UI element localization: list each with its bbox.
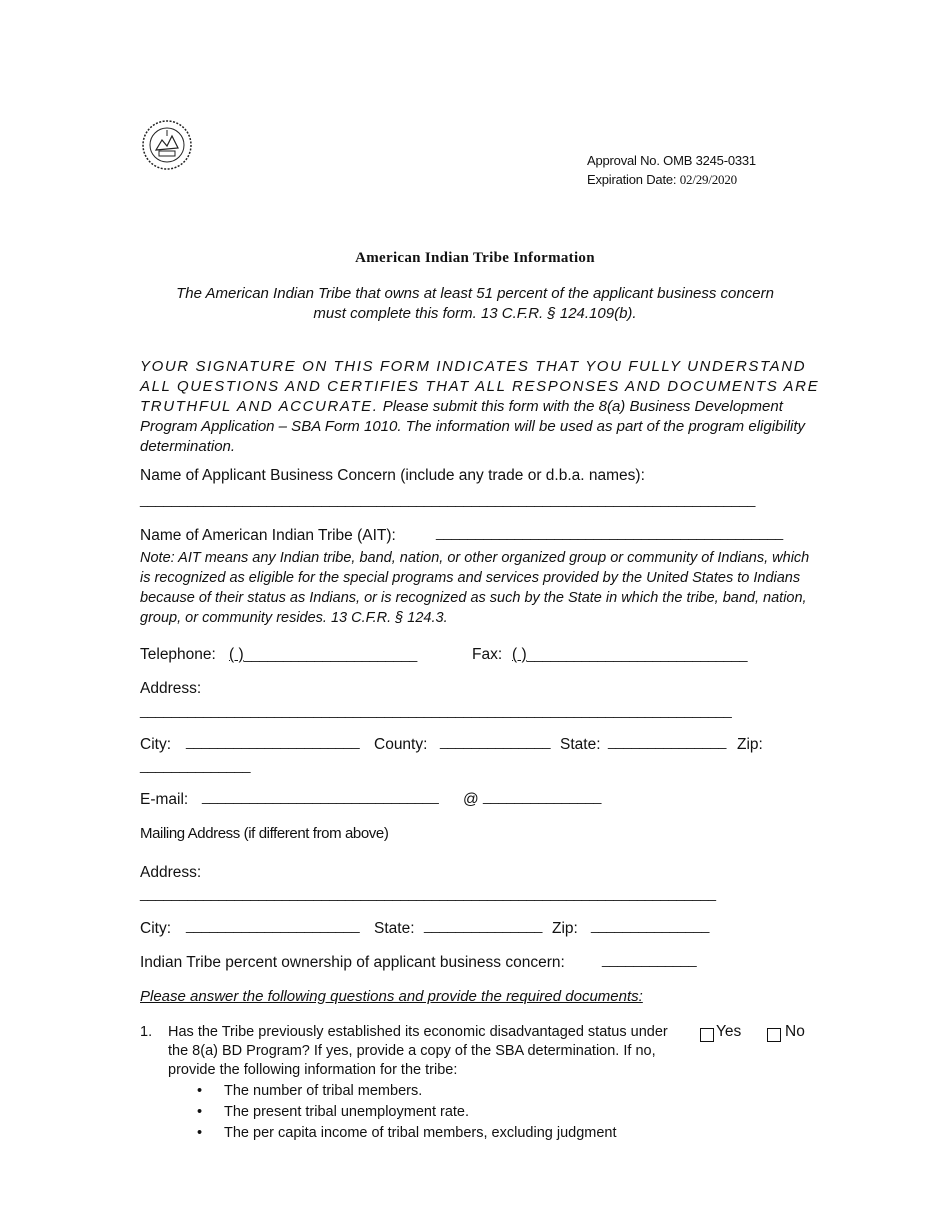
city-label: City: xyxy=(140,736,171,753)
bullet-dot-icon: • xyxy=(197,1125,203,1141)
bullet-text: The present tribal unemployment rate. xyxy=(224,1104,470,1120)
question-1-number: 1. xyxy=(140,1024,153,1040)
email-domain-input[interactable]: _______________ xyxy=(483,789,602,805)
questions-intro: Please answer the following questions and provide the required documents: xyxy=(140,988,643,1005)
address-input[interactable]: ___________________________________________________________________________ xyxy=(140,703,732,719)
city-input[interactable]: ______________________ xyxy=(186,734,360,750)
bullet-dot-icon: • xyxy=(197,1104,203,1120)
ownership-label: Indian Tribe percent ownership of applicant business concern: xyxy=(140,954,565,971)
mail-zip-input[interactable]: _______________ xyxy=(591,918,710,934)
intro-line-1: The American Indian Tribe that owns at least 51 percent of the applicant business concern xyxy=(176,285,774,302)
mail-state-input[interactable]: _______________ xyxy=(424,918,543,934)
telephone-input[interactable] xyxy=(229,646,417,664)
mail-address-label: Address: xyxy=(140,864,202,881)
approval-block xyxy=(587,151,756,189)
approval-number: Approval No. OMB 3245-0331 xyxy=(587,153,756,168)
telephone-label: Telephone: xyxy=(140,646,216,663)
zip-label: Zip: xyxy=(737,736,763,753)
telephone-area-code: ( ) xyxy=(229,646,244,663)
email-at: @ xyxy=(463,791,479,808)
business-name-label: Name of Applicant Business Concern (include any trade or d.b.a. names): xyxy=(140,467,645,484)
sba-seal-logo xyxy=(140,118,194,172)
fax-line: ____________________________ xyxy=(526,647,748,663)
county-input[interactable]: ______________ xyxy=(440,734,551,750)
warning-caps: YOUR SIGNATURE ON THIS FORM INDICATES THAT YOU FULLY UNDERSTAND ALL QUESTIONS AND CERTIFIES THAT ALL RESPONSES AND DOCUMENTS ARE TRUTHFUL AND ACCURATE. xyxy=(140,358,820,415)
email-label: E-mail: xyxy=(140,791,189,808)
bullet-text: The number of tribal members. xyxy=(224,1083,423,1099)
warning-rest: Please submit this form with the 8(a) Business Development Program Application – SBA Form 1010. The information will be used as part of the program eligibility determination. xyxy=(140,398,806,455)
state-input[interactable]: _______________ xyxy=(608,734,727,750)
yes-checkbox[interactable] xyxy=(700,1028,714,1042)
question-1-text: Has the Tribe previously established its economic disadvantaged status under the 8(a) BD Program? If yes, provide a copy of the SBA determination. If no, provide the following information for the tribe: xyxy=(168,1024,668,1078)
fax-label: Fax: xyxy=(472,646,503,663)
email-input[interactable]: ______________________________ xyxy=(202,789,439,805)
tribe-name-input[interactable]: ____________________________________________ xyxy=(436,525,784,541)
form-title: American Indian Tribe Information xyxy=(355,250,595,266)
bullet-dot-icon: • xyxy=(197,1083,203,1099)
expiration-date: 02/29/2020 xyxy=(679,172,737,187)
intro-line-2: must complete this form. 13 C.F.R. § 124.109(b). xyxy=(313,305,637,322)
zip-input[interactable]: ______________ xyxy=(140,758,251,774)
no-checkbox[interactable] xyxy=(767,1028,781,1042)
fax-area-code: ( ) xyxy=(512,646,527,663)
mail-city-input[interactable]: ______________________ xyxy=(186,918,360,934)
mail-address-input[interactable]: _________________________________________________________________________ xyxy=(140,886,716,902)
bullet-text: The per capita income of tribal members, excluding judgment xyxy=(224,1125,617,1141)
no-label: No xyxy=(785,1023,805,1040)
yes-label: Yes xyxy=(716,1023,742,1040)
mail-state-label: State: xyxy=(374,920,415,937)
state-label: State: xyxy=(560,736,601,753)
tribe-name-label: Name of American Indian Tribe (AIT): xyxy=(140,527,396,544)
county-label: County: xyxy=(374,736,428,753)
certification-warning xyxy=(140,357,820,457)
telephone-line: ______________________ xyxy=(243,647,418,663)
address-label: Address: xyxy=(140,680,202,697)
mail-city-label: City: xyxy=(140,920,171,937)
fax-input[interactable] xyxy=(512,646,748,664)
intro-text xyxy=(160,284,790,324)
expiration-label: Expiration Date: xyxy=(587,172,680,187)
expiration-line xyxy=(587,170,756,189)
ait-note: Note: AIT means any Indian tribe, band, nation, or other organized group or community of Indians, which is recognized as eligible for the special programs and services provided by the United States to Indians because of their status as Indians, or is recognized as such by the State in which the tribe, band, nation, group, or community resides. 13 C.F.R. § 124.3. xyxy=(140,550,810,626)
mail-zip-label: Zip: xyxy=(552,920,578,937)
ownership-input[interactable]: ____________ xyxy=(602,952,697,968)
mailing-address-heading: Mailing Address (if different from above) xyxy=(140,825,389,842)
business-name-input[interactable]: ______________________________________________________________________________ xyxy=(140,492,756,508)
